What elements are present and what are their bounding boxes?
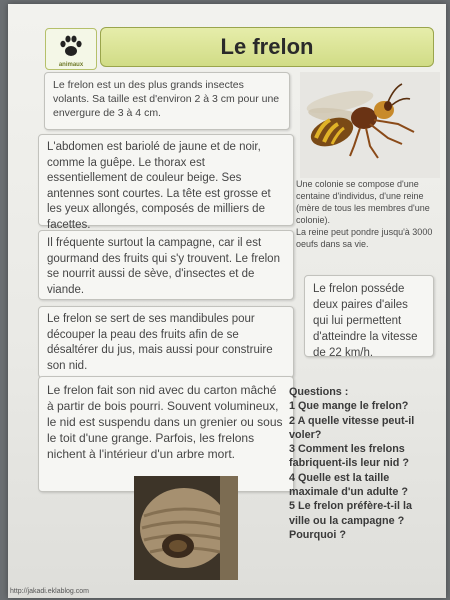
text-box-mandibles: Le frelon se sert de ses mandibules pour découper la peau des fruits afin de se désaltérer du jus, mais aussi pour construire son nid. (38, 306, 294, 378)
nest-photo (134, 476, 238, 580)
question-item: 2 A quelle vitesse peut-il voler? (289, 414, 415, 441)
text-box-nest: Le frelon fait son nid avec du carton mâché à partir de bois pourri. Souvent volumineux, le nid est suspendu dans un grenier ou sous le toit d'une grange. Parfois, les frelons nichent à l'intérieur d'un arbre mort. (38, 376, 294, 492)
source-url: http://jakadi.eklablog.com (10, 588, 89, 595)
text-box-speed: Le frelon posséde deux paires d'ailes qui lui permettent d'atteindre la vitesse de 22 km/h. (304, 275, 434, 357)
question-item: 3 Comment les frelons fabriquent-ils leur nid ? (289, 443, 409, 470)
text-box-size: Le frelon est un des plus grands insectes volants. Sa taille est d'environ 2 à 3 cm pour une envergure de 3 à 4 cm. (44, 72, 290, 130)
questions-box (283, 380, 435, 568)
hornet-photo (300, 72, 440, 178)
paw-icon (58, 34, 84, 58)
question-item: 1 Que mange le frelon? (289, 400, 409, 413)
caption-line-2: La reine peut pondre jusqu'à 3000 oeufs dans sa vie. (296, 227, 433, 249)
text-box-habitat: Il fréquente surtout la campagne, car il est gourmand des fruits qui s'y trouvent. Le frelon se nourrit aussi de sève, d'insectes et de viande. (38, 230, 294, 300)
page-title: Le frelon (220, 34, 314, 59)
animals-logo (45, 28, 97, 70)
title-banner (100, 27, 434, 67)
questions-title: Questions : (289, 386, 349, 398)
colony-caption (296, 178, 444, 266)
question-item: 4 Quelle est la taille maximale d'un adulte ? (289, 471, 408, 499)
question-item: 5 Le frelon préfère-t-il la ville ou la campagne ? Pourquoi ? (289, 500, 412, 541)
caption-line-1: Une colonie se compose d'une centaine d'individus, d'une reine (mère de tous les membres d'une colonie). (296, 179, 430, 225)
logo-label: animaux (58, 62, 84, 68)
text-box-appearance: L'abdomen est bariolé de jaune et de noir, comme la guêpe. Le thorax est essentiellement de couleur beige. Ses antennes sont courtes. La tête est grosse et les yeux allongés, composés de milliers de facettes. (38, 134, 294, 226)
